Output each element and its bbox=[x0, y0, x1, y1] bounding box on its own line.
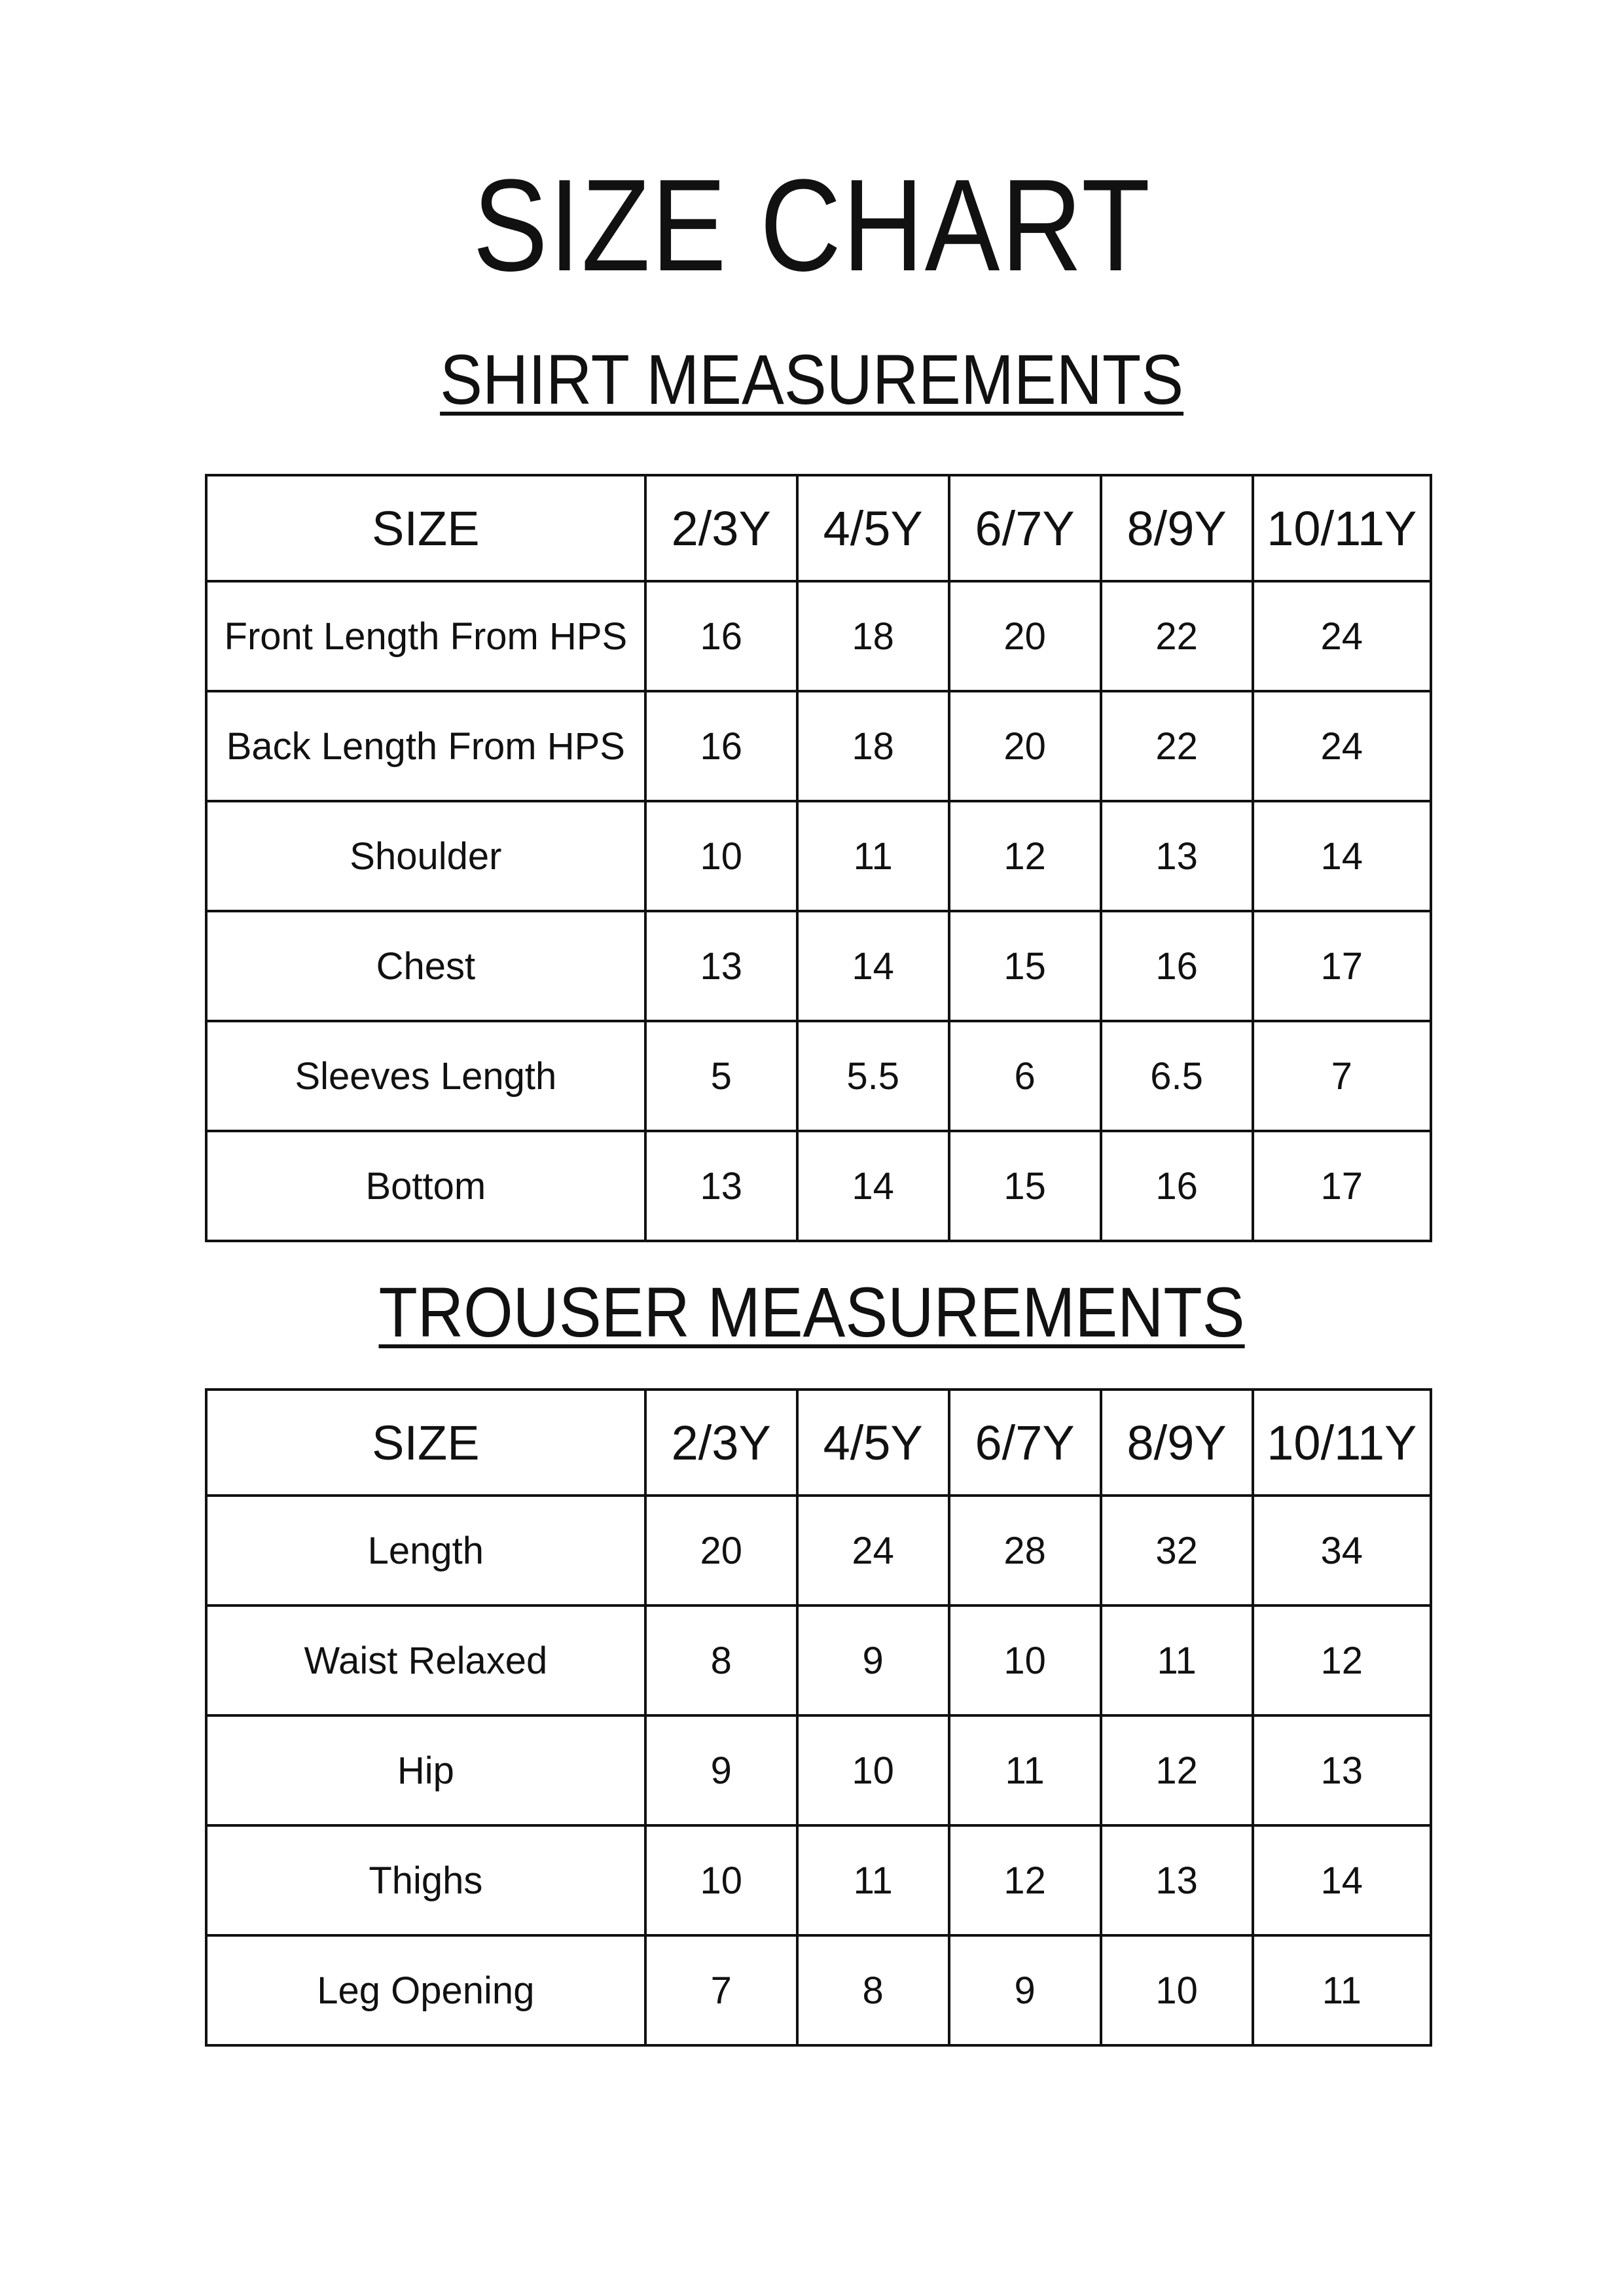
table-row bbox=[206, 1715, 1431, 1825]
shirt-heading-text: SHIRT MEASUREMENTS bbox=[440, 340, 1184, 419]
column-header: 6/7Y bbox=[949, 1390, 1101, 1496]
table-header-row bbox=[206, 1390, 1431, 1496]
table-cell: 20 bbox=[645, 1496, 797, 1605]
row-label: Hip bbox=[206, 1715, 645, 1825]
shirt-measurements-table bbox=[205, 474, 1432, 1242]
table-cell: 13 bbox=[1253, 1715, 1431, 1825]
table-row bbox=[206, 1825, 1431, 1935]
table-cell: 13 bbox=[1101, 1825, 1253, 1935]
column-header: SIZE bbox=[206, 1390, 645, 1496]
table-cell: 24 bbox=[797, 1496, 949, 1605]
table-cell: 11 bbox=[949, 1715, 1101, 1825]
table-cell: 9 bbox=[949, 1935, 1101, 2045]
trouser-heading-text: TROUSER MEASUREMENTS bbox=[378, 1272, 1246, 1352]
table-cell: 10 bbox=[949, 1605, 1101, 1715]
table-cell: 11 bbox=[797, 1825, 949, 1935]
table-cell: 20 bbox=[949, 581, 1101, 691]
table-cell: 28 bbox=[949, 1496, 1101, 1605]
table-row bbox=[206, 1605, 1431, 1715]
table-cell: 5.5 bbox=[797, 1021, 949, 1131]
table-cell: 14 bbox=[797, 911, 949, 1021]
table-row bbox=[206, 1131, 1431, 1241]
column-header: 10/11Y bbox=[1253, 475, 1431, 581]
trouser-measurements-table bbox=[205, 1388, 1432, 2047]
row-label: Sleeves Length bbox=[206, 1021, 645, 1131]
column-header: 10/11Y bbox=[1253, 1390, 1431, 1496]
table-cell: 11 bbox=[1101, 1605, 1253, 1715]
column-header: 4/5Y bbox=[797, 1390, 949, 1496]
table-cell: 15 bbox=[949, 911, 1101, 1021]
row-label: Leg Opening bbox=[206, 1935, 645, 2045]
table-cell: 17 bbox=[1253, 1131, 1431, 1241]
column-header: 2/3Y bbox=[645, 1390, 797, 1496]
table-cell: 11 bbox=[797, 801, 949, 911]
table-cell: 14 bbox=[797, 1131, 949, 1241]
row-label: Length bbox=[206, 1496, 645, 1605]
table-cell: 13 bbox=[645, 911, 797, 1021]
table-cell: 7 bbox=[645, 1935, 797, 2045]
row-label: Back Length From HPS bbox=[206, 691, 645, 801]
row-label: Thighs bbox=[206, 1825, 645, 1935]
table-cell: 11 bbox=[1253, 1935, 1431, 2045]
table-cell: 24 bbox=[1253, 691, 1431, 801]
table-cell: 10 bbox=[1101, 1935, 1253, 2045]
table-row bbox=[206, 581, 1431, 691]
shirt-section-heading bbox=[0, 340, 1624, 419]
table-header-row bbox=[206, 475, 1431, 581]
row-label: Shoulder bbox=[206, 801, 645, 911]
row-label: Waist Relaxed bbox=[206, 1605, 645, 1715]
column-header: 4/5Y bbox=[797, 475, 949, 581]
table-row bbox=[206, 801, 1431, 911]
row-label: Front Length From HPS bbox=[206, 581, 645, 691]
table-cell: 16 bbox=[1101, 911, 1253, 1021]
table-cell: 12 bbox=[1101, 1715, 1253, 1825]
column-header: SIZE bbox=[206, 475, 645, 581]
table-row bbox=[206, 1496, 1431, 1605]
table-cell: 12 bbox=[949, 801, 1101, 911]
table-cell: 18 bbox=[797, 581, 949, 691]
table-row bbox=[206, 1021, 1431, 1131]
table-cell: 20 bbox=[949, 691, 1101, 801]
table-cell: 9 bbox=[797, 1605, 949, 1715]
column-header: 2/3Y bbox=[645, 475, 797, 581]
table-cell: 10 bbox=[645, 1825, 797, 1935]
table-cell: 10 bbox=[797, 1715, 949, 1825]
column-header: 6/7Y bbox=[949, 475, 1101, 581]
table-row bbox=[206, 911, 1431, 1021]
table-cell: 14 bbox=[1253, 801, 1431, 911]
table-cell: 18 bbox=[797, 691, 949, 801]
table-cell: 12 bbox=[1253, 1605, 1431, 1715]
column-header: 8/9Y bbox=[1101, 1390, 1253, 1496]
table-row bbox=[206, 1935, 1431, 2045]
table-cell: 17 bbox=[1253, 911, 1431, 1021]
table-cell: 24 bbox=[1253, 581, 1431, 691]
table-cell: 34 bbox=[1253, 1496, 1431, 1605]
table-cell: 15 bbox=[949, 1131, 1101, 1241]
table-cell: 13 bbox=[645, 1131, 797, 1241]
table-cell: 6 bbox=[949, 1021, 1101, 1131]
table-cell: 12 bbox=[949, 1825, 1101, 1935]
row-label: Chest bbox=[206, 911, 645, 1021]
table-cell: 14 bbox=[1253, 1825, 1431, 1935]
table-cell: 16 bbox=[645, 581, 797, 691]
table-cell: 6.5 bbox=[1101, 1021, 1253, 1131]
table-cell: 5 bbox=[645, 1021, 797, 1131]
table-cell: 32 bbox=[1101, 1496, 1253, 1605]
table-row bbox=[206, 691, 1431, 801]
table-cell: 8 bbox=[645, 1605, 797, 1715]
trouser-section-heading bbox=[0, 1272, 1624, 1352]
column-header: 8/9Y bbox=[1101, 475, 1253, 581]
table-cell: 9 bbox=[645, 1715, 797, 1825]
page-title: SIZE CHART bbox=[473, 152, 1151, 298]
table-cell: 22 bbox=[1101, 691, 1253, 801]
table-cell: 22 bbox=[1101, 581, 1253, 691]
row-label: Bottom bbox=[206, 1131, 645, 1241]
table-cell: 16 bbox=[645, 691, 797, 801]
table-cell: 8 bbox=[797, 1935, 949, 2045]
table-cell: 7 bbox=[1253, 1021, 1431, 1131]
table-cell: 16 bbox=[1101, 1131, 1253, 1241]
table-cell: 13 bbox=[1101, 801, 1253, 911]
table-cell: 10 bbox=[645, 801, 797, 911]
